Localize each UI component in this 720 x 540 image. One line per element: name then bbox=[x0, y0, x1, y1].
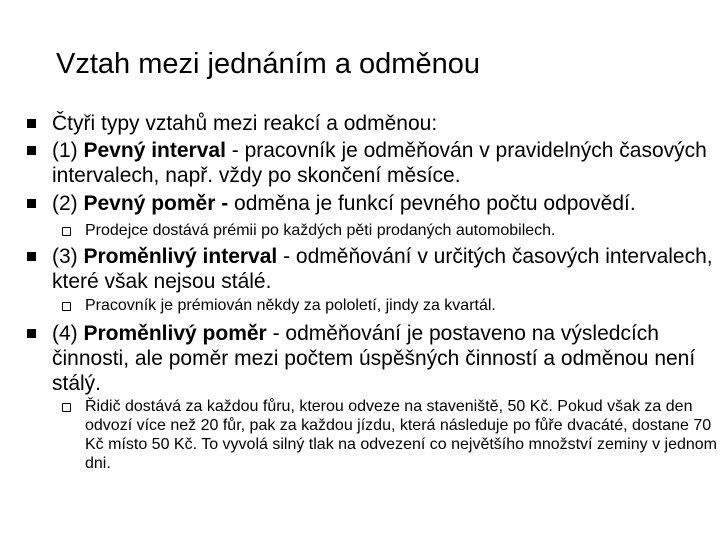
list-item bbox=[52, 244, 714, 294]
sub-item: Řidič dostává za každou fůru, kterou odveze na staveniště, 50 Kč. Pokud však za den odvozí více než 20 fůr, pak za každou jízdu, která následuje po fůře dvacáté, dostane 70 Kč místo 50 Kč. To vyvolá silný tlak na odvezení co největšího množství zeminy v jednom dni. bbox=[85, 398, 717, 472]
bullet-square-icon bbox=[27, 146, 36, 155]
list-item bbox=[52, 191, 714, 216]
bullet-square-icon bbox=[27, 329, 36, 338]
list-item bbox=[52, 138, 714, 188]
sub-item: Prodejce dostává prémii po každých pěti prodaných automobilech. bbox=[85, 222, 556, 239]
item-description: - odměňování v určitých časových intervalech, které však nejsou stálé. bbox=[52, 245, 713, 293]
item-prefix: (4) bbox=[52, 322, 84, 345]
slide-title: Vztah mezi jednáním a odměnou bbox=[56, 48, 480, 80]
sub-item: Pracovník je prémiován někdy za pololetí, jindy za kvartál. bbox=[85, 297, 496, 314]
list-item bbox=[52, 321, 714, 396]
item-term: Proměnlivý poměr bbox=[83, 322, 267, 345]
item-prefix: (1) bbox=[52, 139, 84, 162]
item-term: Proměnlivý interval bbox=[83, 245, 278, 268]
item-term: Pevný poměr - bbox=[83, 192, 229, 215]
bullet-square-icon bbox=[27, 199, 36, 208]
bullet-hollow-square-icon bbox=[62, 227, 71, 236]
item-description: odměna je funkcí pevného počtu odpovědí. bbox=[228, 192, 636, 215]
bullet-square-icon bbox=[27, 252, 36, 261]
bullet-hollow-square-icon bbox=[62, 403, 71, 412]
item-description: - odměňování je postaveno na výsledcích činnosti, ale poměr mezi počtem úspěšných činností a odměnou není stálý. bbox=[52, 322, 696, 395]
item-text: Čtyři typy vztahů mezi reakcí a odměnou: bbox=[52, 112, 438, 135]
item-prefix: (2) bbox=[52, 192, 84, 215]
item-term: Pevný interval bbox=[83, 139, 226, 162]
item-description: - pracovník je odměňován v pravidelných časových intervalech, např. vždy po skončení měsíce. bbox=[52, 139, 707, 187]
list-item bbox=[52, 111, 714, 136]
bullet-hollow-square-icon bbox=[62, 302, 71, 311]
bullet-square-icon bbox=[27, 119, 36, 128]
item-prefix: (3) bbox=[52, 245, 84, 268]
